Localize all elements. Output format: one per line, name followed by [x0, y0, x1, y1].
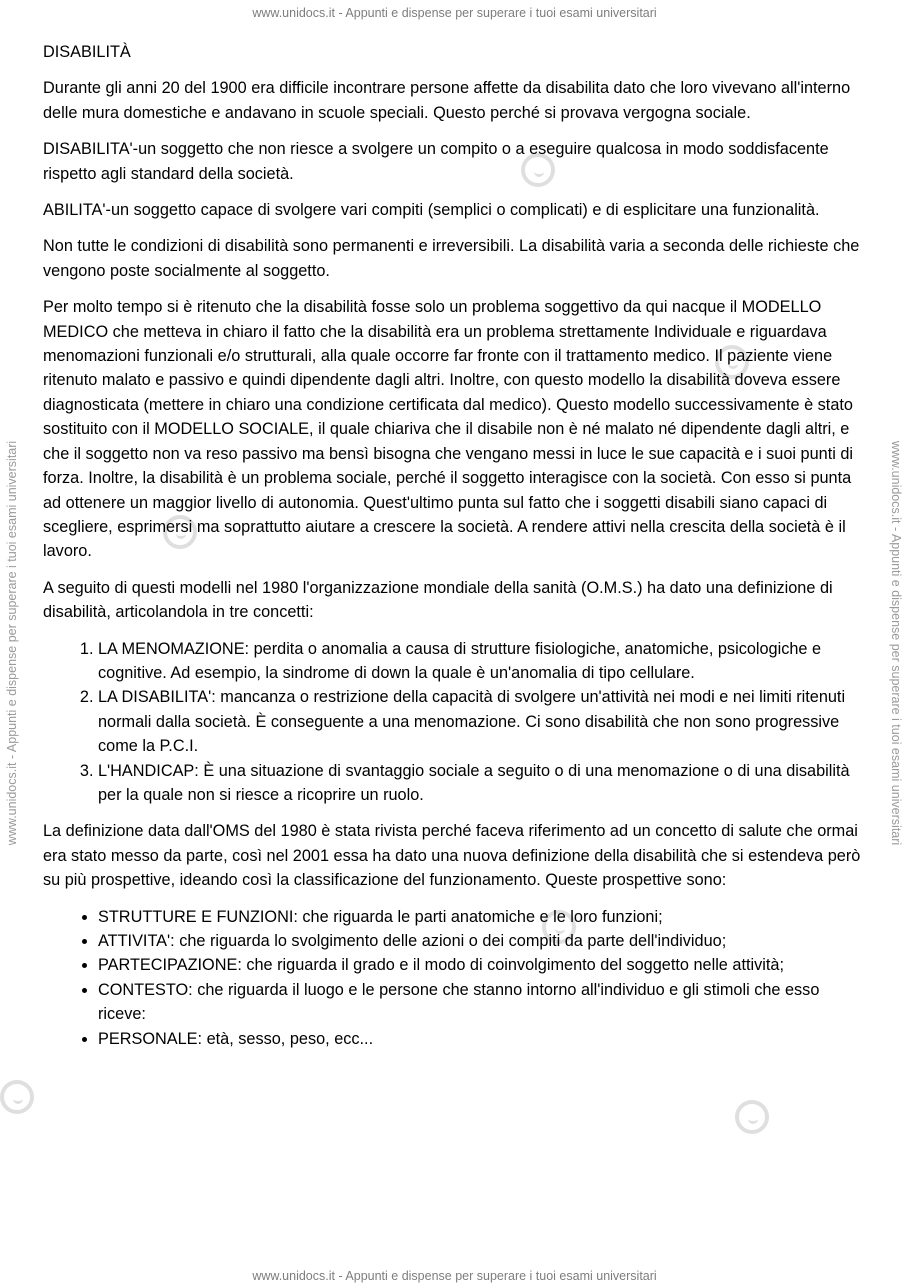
paragraph: La definizione data dall'OMS del 1980 è stata rivista perché faceva riferimento ad un concetto di salute che ormai era stato messo da parte, così nel 2001 essa ha dato una nuova definizione della disabilità che si estendeva però su più prospettive, ideando così la classificazione del funzionamento. Queste prospettive sono:	[43, 822, 861, 890]
paragraph: Non tutte le condizioni di disabilità sono permanenti e irreversibili. La disabilità varia a seconda delle richieste che vengono poste socialmente al soggetto.	[43, 237, 860, 280]
list-item: • ATTIVITA': che riguarda lo svolgimento delle azioni o dei compiti da parte dell'individuo;	[98, 929, 863, 953]
list-item: • CONTESTO: che riguarda il luogo e le persone che stanno intorno all'individuo e gli stimoli che esso riceve:	[98, 978, 863, 1027]
watermark-logo-icon	[735, 1100, 769, 1134]
list-item: • STRUTTURE E FUNZIONI: che riguarda le parti anatomiche e le loro funzioni;	[98, 905, 863, 929]
left-side-watermark: www.unidocs.it - Appunti e dispense per superare i tuoi esami universitari	[5, 440, 19, 846]
footer-watermark-text: www.unidocs.it - Appunti e dispense per superare i tuoi esami universitari	[252, 1269, 657, 1283]
document-title: DISABILITÀ	[43, 43, 131, 61]
paragraph: A seguito di questi modelli nel 1980 l'organizzazione mondiale della sanità (O.M.S.) ha dato una definizione di disabilità, articolandola in tre concetti:	[43, 578, 833, 622]
paragraph: DISABILITA'-un soggetto che non riesce a svolgere un compito o a eseguire qualcosa in modo soddisfacente rispetto agli standard della società.	[43, 140, 829, 183]
list-item: • PERSONALE: età, sesso, peso, ecc...	[98, 1027, 863, 1051]
paragraph: Durante gli anni 20 del 1900 era difficile incontrare persone affette da disabilita dato che loro vivevano all'interno delle mura domestiche e andavano in scuole speciali. Questo perché si provava vergogna sociale.	[43, 79, 851, 122]
list-item: 1. LA MENOMAZIONE: perdita o anomalia a causa di strutture fisiologiche, anatomiche, psicologiche e cognitive. Ad esempio, la sindrome di down la quale è un'anomalia di tipo cellulare.	[98, 637, 863, 686]
list-item: 3. L'HANDICAP: È una situazione di svantaggio sociale a seguito o di una menomazione o di una disabilità per la quale non si riesce a ricoprire un ruolo.	[98, 759, 863, 808]
header-watermark-text: www.unidocs.it - Appunti e dispense per superare i tuoi esami universitari	[252, 6, 657, 20]
paragraph: ABILITA'-un soggetto capace di svolgere vari compiti (semplici o complicati) e di esplicitare una funzionalità.	[43, 201, 820, 220]
list-item: 2. LA DISABILITA': mancanza o restrizione della capacità di svolgere un'attività nei modi e nei limiti ritenuti normali dalla società. È conseguente a una menomazione. Ci sono disabilità che non sono progressive come la P.C.I.	[98, 685, 863, 758]
document-body	[43, 40, 863, 1063]
paragraph: Per molto tempo si è ritenuto che la disabilità fosse solo un problema soggettivo da qui nacque il MODELLO MEDICO che metteva in chiaro il fatto che la disabilità era un problema strettamente Individuale e riguardava menomazioni funzionali e/o strutturali, alla quale occorre far fronte con il trattamento medico. Il paziente viene ritenuto malato e passivo e quindi dipendente dagli altri. Inoltre, con questo modello la disabilità doveva essere diagnosticata (mettere in chiaro una condizione certificata dal medico). Questo modello successivamente è stato sostituito con il MODELLO SOCIALE, il quale chiariva che il disabile non è né malato né dipendente dagli altri, e che il soggetto non va reso passivo ma bensì bisogna che vengano messi in luce le sue capacità e i suoi punti di forza. Inoltre, la disabilità è un problema sociale, perché il soggetto interagisce con la società. Con esso si punta ad ottenere un maggior livello di autonomia. Quest'ultimo punta sul fatto che i soggetti disabili siano capaci di scegliere, esprimersi ma soprattutto aiutare a crescere la società. A rendere attivi nella crescita della società è il lavoro.	[43, 298, 854, 561]
header-watermark	[0, 6, 909, 20]
right-side-watermark: www.unidocs.it - Appunti e dispense per superare i tuoi esami universitari	[889, 440, 903, 846]
list-item: • PARTECIPAZIONE: che riguarda il grado e il modo di coinvolgimento del soggetto nelle attività;	[98, 953, 863, 977]
bullet-list	[43, 905, 863, 1051]
watermark-logo-icon	[0, 1080, 34, 1114]
footer-watermark	[0, 1269, 909, 1283]
ordered-list	[43, 637, 863, 808]
